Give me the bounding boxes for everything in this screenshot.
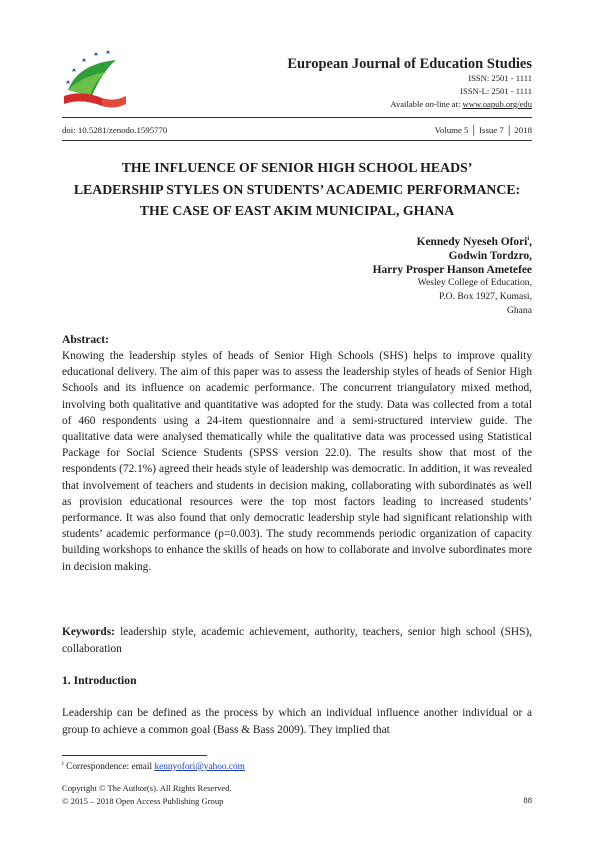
title-line: THE INFLUENCE OF SENIOR HIGH SCHOOL HEADS’ — [121, 160, 473, 175]
abstract-heading: Abstract: — [62, 333, 110, 346]
keywords-label: Keywords: — [62, 626, 115, 638]
footnote: $^i$ Correspondence: email kennyofori@yahoo.com — [62, 760, 245, 773]
keywords — [62, 624, 532, 657]
online-label: Available on-line at: — [390, 99, 461, 109]
issn: ISSN: 2501 - 1111 — [468, 73, 532, 83]
footnote-marker: i — [527, 235, 530, 242]
issn-l: ISSN-L: 2501 - 1111 — [460, 86, 532, 96]
author-3: Harry Prosper Hanson Ametefee — [372, 264, 532, 276]
doi: doi: 10.5281/zenodo.1595770 — [62, 125, 168, 135]
keywords-text: leadership style, academic achievement, authority, teachers, senior high school (SHS), collaboration — [62, 626, 532, 655]
paper-title — [62, 157, 532, 222]
journal-logo — [62, 50, 128, 112]
title-line: THE CASE OF EAST AKIM MUNICIPAL, GHANA — [139, 203, 455, 218]
header-rule — [62, 117, 532, 118]
copyright: Copyright © The Author(s). All Rights Reserved. © 2015 – 2018 Open Access Publishing Group — [62, 783, 232, 806]
introduction-text: Leadership can be defined as the process by which an individual influence another individual or a group to achieve a common goal (Bass & Bass 2009). They implied that — [62, 707, 532, 736]
online-availability — [390, 98, 532, 111]
correspondence-email-link[interactable]: kennyofori@yahoo.com — [154, 762, 245, 773]
footnote-rule — [62, 755, 207, 756]
volume-issue: Volume 5 │ Issue 7 │ 2018 — [434, 125, 532, 135]
journal-url-link[interactable]: www.oapub.org/edu — [462, 99, 532, 109]
author-1: Kennedy Nyeseh Ofori$^i$, — [416, 235, 532, 248]
affiliation: Wesley College of Education, P.O. Box 1927, Kumasi, Ghana — [417, 277, 532, 316]
journal-name: European Journal of Education Studies — [287, 56, 532, 72]
abstract-text: Knowing the leadership styles of heads of Senior High Schools (SHS) helps to improve quality educational delivery. The aim of this paper was to assess the leadership styles of heads of Senior High Schools and its influence on academic performance. The concurrent triangulatory mixed method, involving both qualitative and quantitative was adopted for the study. Data was collected from a total of 460 respondents using a 24-item questionnaire and a semi-structured interview guide. The qualitative data were analysed thematically while the qualitative data was processed using Statistical Package for Social Science Students (SPSS version 22.0). The results show that most of the respondents (72.1%) agreed their heads style of leadership was democratic. In addition, it was revealed that involvement of teachers and students in decision making, collaborating with subordinates as well as provision educational resources were the top most factors leading to increased students’ performance. It was also found that only democratic leadership style had significant relationship with students’ academic performance (p=0.003). The study recommends periodic organization of capacity building workshops to enhance the skills of heads on how to collaborate and involve subordinates more in decision making. — [62, 350, 532, 573]
title-line: LEADERSHIP STYLES ON STUDENTS’ ACADEMIC PERFORMANCE: — [73, 181, 521, 197]
introduction-heading: 1. Introduction — [62, 674, 137, 687]
author-2: Godwin Tordzro, — [448, 250, 532, 262]
page-number: 88 — [523, 795, 532, 805]
header-rule-bottom — [62, 140, 532, 141]
